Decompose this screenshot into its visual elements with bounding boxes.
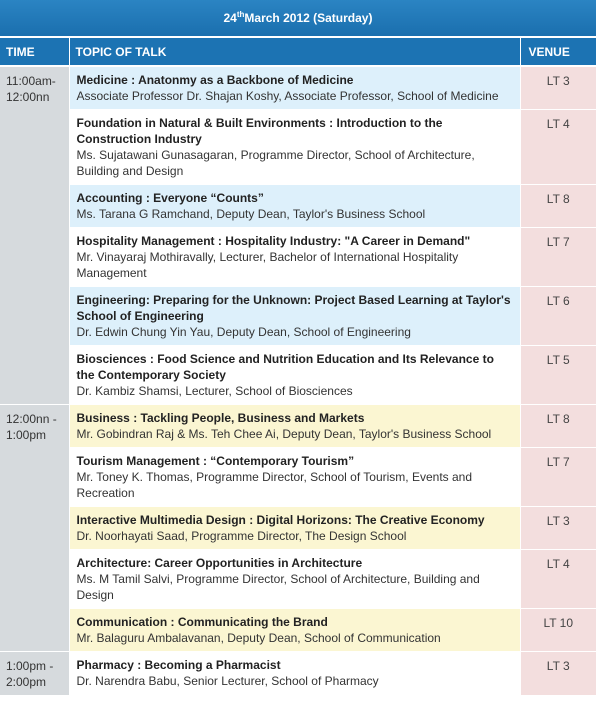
venue-cell: LT 3 <box>520 66 596 110</box>
venue-cell: LT 10 <box>520 609 596 652</box>
topic-cell <box>69 346 520 405</box>
schedule-row <box>0 185 596 228</box>
talk-speaker: Ms. Tarana G Ramchand, Deputy Dean, Taylor's Business School <box>76 207 426 221</box>
date-rest: March 2012 (Saturday) <box>244 11 373 25</box>
topic-cell <box>69 652 520 696</box>
schedule-row <box>0 346 596 405</box>
topic-cell <box>69 405 520 448</box>
date-day: 24 <box>223 11 237 25</box>
topic-cell <box>69 287 520 346</box>
venue-cell: LT 8 <box>520 185 596 228</box>
venue-cell: LT 8 <box>520 405 596 448</box>
talk-title: Business : Tackling People, Business and Markets <box>76 411 365 425</box>
talk-title: Architecture: Career Opportunities in Architecture <box>76 556 363 570</box>
topic-cell <box>69 185 520 228</box>
schedule-row <box>0 507 596 550</box>
talk-speaker: Mr. Balaguru Ambalavanan, Deputy Dean, School of Communication <box>76 631 441 645</box>
talk-title: Communication : Communicating the Brand <box>76 615 328 629</box>
topic-cell <box>69 507 520 550</box>
talk-speaker: Ms. M Tamil Salvi, Programme Director, School of Architecture, Building and Design <box>76 572 480 602</box>
schedule-date-header <box>0 0 596 38</box>
column-header-venue: VENUE <box>520 38 596 66</box>
talk-speaker: Mr. Toney K. Thomas, Programme Director, School of Tourism, Events and Recreation <box>76 470 473 500</box>
talk-title: Hospitality Management : Hospitality Industry: "A Career in Demand" <box>76 234 471 248</box>
topic-cell <box>69 110 520 185</box>
schedule-row <box>0 550 596 609</box>
topic-cell <box>69 228 520 287</box>
time-slot: 1:00pm - 2:00pm <box>0 652 69 696</box>
schedule-header-row <box>0 38 596 66</box>
schedule-table <box>0 38 596 696</box>
schedule-row <box>0 448 596 507</box>
talk-speaker: Dr. Noorhayati Saad, Programme Director, The Design School <box>76 529 407 543</box>
venue-cell: LT 6 <box>520 287 596 346</box>
venue-cell: LT 7 <box>520 448 596 507</box>
schedule-row <box>0 405 596 448</box>
topic-cell <box>69 66 520 110</box>
schedule-row <box>0 652 596 696</box>
topic-cell <box>69 550 520 609</box>
talk-title: Tourism Management : “Contemporary Tourism” <box>76 454 355 468</box>
talk-speaker: Dr. Edwin Chung Yin Yau, Deputy Dean, School of Engineering <box>76 325 411 339</box>
date-day-suffix: th <box>236 10 245 19</box>
schedule-row <box>0 609 596 652</box>
venue-cell: LT 7 <box>520 228 596 287</box>
talk-title: Foundation in Natural & Built Environments : Introduction to the Construction Industry <box>76 116 443 146</box>
venue-cell: LT 5 <box>520 346 596 405</box>
talk-title: Pharmacy : Becoming a Pharmacist <box>76 658 281 672</box>
schedule-row <box>0 228 596 287</box>
talk-speaker: Ms. Sujatawani Gunasagaran, Programme Director, School of Architecture, Building and Design <box>76 148 475 178</box>
schedule-row <box>0 287 596 346</box>
time-slot: 11:00am-12:00nn <box>0 66 69 405</box>
talk-speaker: Mr. Vinayaraj Mothiravally, Lecturer, Bachelor of International Hospitality Management <box>76 250 459 280</box>
column-header-time: TIME <box>0 38 69 66</box>
talk-title: Engineering: Preparing for the Unknown: Project Based Learning at Taylor's School of Engineering <box>76 293 511 323</box>
column-header-topic: TOPIC OF TALK <box>69 38 520 66</box>
talk-title: Accounting : Everyone “Counts” <box>76 191 264 205</box>
schedule-row <box>0 110 596 185</box>
talk-speaker: Associate Professor Dr. Shajan Koshy, Associate Professor, School of Medicine <box>76 89 499 103</box>
venue-cell: LT 4 <box>520 110 596 185</box>
venue-cell: LT 3 <box>520 507 596 550</box>
topic-cell <box>69 448 520 507</box>
venue-cell: LT 3 <box>520 652 596 696</box>
venue-cell: LT 4 <box>520 550 596 609</box>
topic-cell <box>69 609 520 652</box>
schedule-row <box>0 66 596 110</box>
talk-speaker: Dr. Narendra Babu, Senior Lecturer, School of Pharmacy <box>76 674 379 688</box>
talk-title: Medicine : Anatonmy as a Backbone of Medicine <box>76 73 354 87</box>
time-slot: 12:00nn - 1:00pm <box>0 405 69 652</box>
talk-title: Interactive Multimedia Design : Digital Horizons: The Creative Economy <box>76 513 485 527</box>
talk-speaker: Dr. Kambiz Shamsi, Lecturer, School of Biosciences <box>76 384 353 398</box>
talk-title: Biosciences : Food Science and Nutrition Education and Its Relevance to the Contemporary Society <box>76 352 494 382</box>
talk-speaker: Mr. Gobindran Raj & Ms. Teh Chee Ai, Deputy Dean, Taylor's Business School <box>76 427 492 441</box>
